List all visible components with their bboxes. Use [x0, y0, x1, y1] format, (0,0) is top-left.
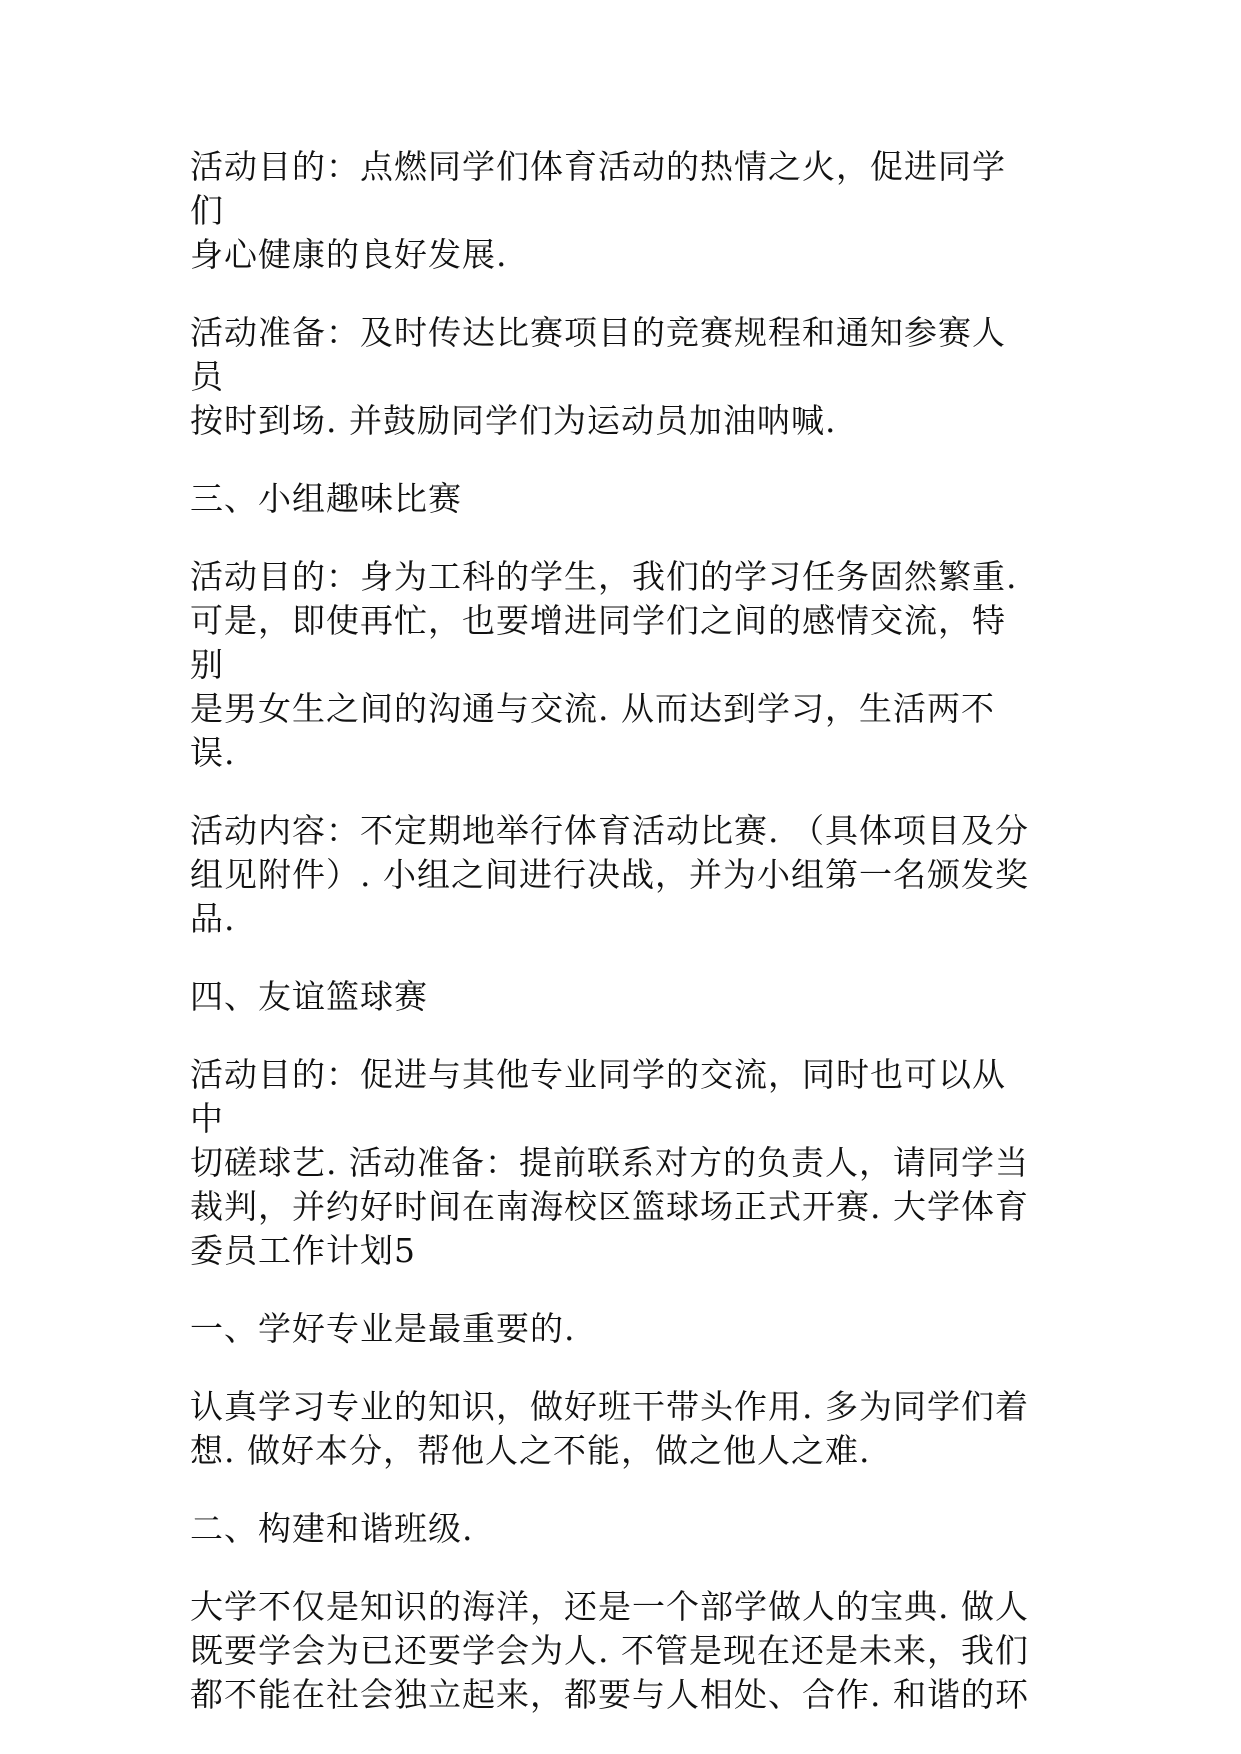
section-heading-2: 二、构建和谐班级. [190, 1509, 474, 1548]
paragraph-activity-content: 活动内容：不定期地举行体育活动比赛. （具体项目及分 组见附件）. 小组之间进行决战，并为小组第一名颁发奖 品. [190, 811, 1029, 938]
paragraph-activity-preparation-1: 活动准备：及时传达比赛项目的竞赛规程和通知参赛人员 按时到场. 并鼓励同学们为运动员加油呐喊. [190, 313, 1006, 440]
section-heading-1: 一、学好专业是最重要的. [190, 1309, 576, 1348]
paragraph-study-major: 认真学习专业的知识，做好班干带头作用. 多为同学们着 想. 做好本分，帮他人之不能，做之他人之难. [190, 1387, 1029, 1470]
section-heading-4: 四、友谊篮球赛 [190, 977, 428, 1016]
paragraph-activity-purpose-3: 活动目的：促进与其他专业同学的交流，同时也可以从中 切磋球艺. 活动准备：提前联系对方的负责人，请同学当 裁判，并约好时间在南海校区篮球场正式开赛. 大学体育 委员工作计划5 [190, 1055, 1029, 1270]
section-heading-3: 三、小组趣味比赛 [190, 479, 462, 518]
paragraph-harmonious-class: 大学不仅是知识的海洋，还是一个部学做人的宝典. 做人 既要学会为已还要学会为人. 不管是现在还是未来，我们 都不能在社会独立起来，都要与人相处、合作. 和谐的环 [190, 1587, 1029, 1714]
paragraph-activity-purpose-1: 活动目的：点燃同学们体育活动的热情之火，促进同学们 身心健康的良好发展. [190, 147, 1006, 274]
document-body [190, 145, 1030, 1751]
paragraph-activity-purpose-2: 活动目的：身为工科的学生，我们的学习任务固然繁重. 可是，即使再忙，也要增进同学们之间的感情交流，特别 是男女生之间的沟通与交流. 从而达到学习，生活两不误. [190, 557, 1018, 772]
